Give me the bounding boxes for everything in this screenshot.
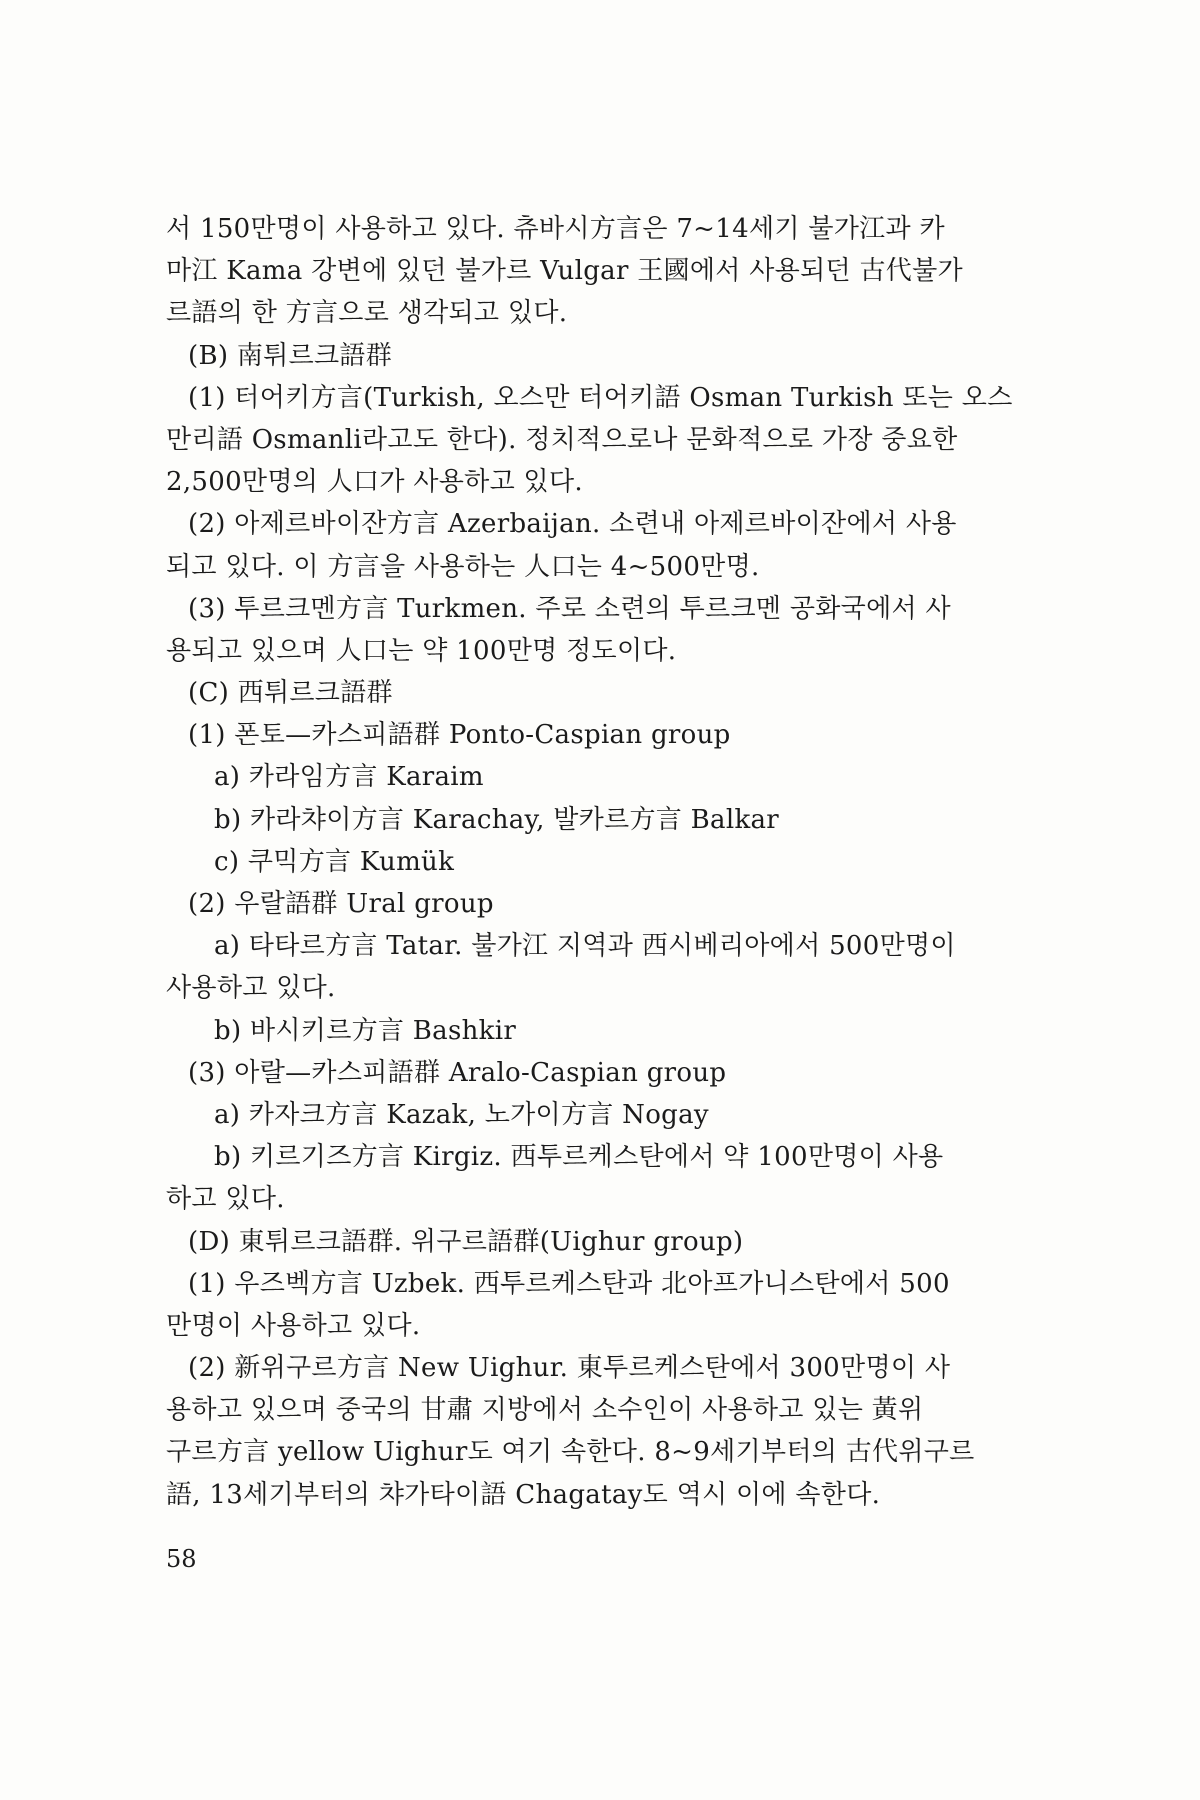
text-line: 사용하고 있다. [166,973,336,1004]
text-line: 르語의 한 方言으로 생각되고 있다. [166,298,568,329]
text-line: (2) 우랄語群 Ural group [188,889,494,919]
text-line: (3) 아랄—카스피語群 Aralo-Caspian group [188,1057,727,1088]
list-item: a) 카자크方言 Kazak, 노가이方言 Nogay [214,1099,709,1130]
section-heading-c: (C) 西튀르크語群 [188,678,393,709]
text-line: (1) 폰토—카스피語群 Ponto-Caspian group [188,720,731,751]
page-number: 58 [166,1545,197,1573]
list-item: b) 키르기즈方言 Kirgiz. 西투르케스탄에서 약 100만명이 사용 [214,1142,944,1173]
text-line: (3) 투르크멘方言 Turkmen. 주로 소련의 투르크멘 공화국에서 사 [188,593,951,624]
text-line: 용하고 있으며 중국의 甘肅 지방에서 소수인이 사용하고 있는 黃위 [166,1395,924,1426]
section-heading-d: (D) 東튀르크語群. 위구르語群(Uighur group) [188,1226,744,1257]
text-line: 되고 있다. 이 方言을 사용하는 人口는 4~500만명. [166,551,760,582]
text-line: 구르方言 yellow Uighur도 여기 속한다. 8~9세기부터의 古代위구르 [166,1437,975,1468]
text-line: 만명이 사용하고 있다. [166,1310,421,1341]
section-heading-b: (B) 南튀르크語群 [188,340,393,371]
text-line: (2) 新위구르方言 New Uighur. 東투르케스탄에서 300만명이 사 [188,1353,951,1384]
list-item: a) 타타르方言 Tatar. 불가江 지역과 西시베리아에서 500만명이 [214,931,956,962]
text-line: 마江 Kama 강변에 있던 불가르 Vulgar 王國에서 사용되던 古代불가 [166,256,963,287]
list-item: b) 바시키르方言 Bashkir [214,1015,517,1046]
text-line: 만리語 Osmanli라고도 한다). 정치적으로나 문화적으로 가장 중요한 [166,424,958,455]
text-line: (1) 우즈벡方言 Uzbek. 西투르케스탄과 北아프가니스탄에서 500 [188,1268,950,1299]
text-line: 語, 13세기부터의 챠가타이語 Chagatay도 역시 이에 속한다. [166,1479,881,1510]
text-line: (1) 터어키方言(Turkish, 오스만 터어키語 Osman Turkish 또는 오스 [188,382,1013,413]
list-item: c) 쿠믹方言 Kumük [214,846,455,877]
body-text [166,208,1013,1516]
text-line: 용되고 있으며 人口는 약 100만명 정도이다. [166,635,677,666]
text-line: 하고 있다. [166,1184,285,1215]
text-line: 서 150만명이 사용하고 있다. 츄바시方言은 7~14세기 불가江과 카 [166,214,945,244]
list-item: a) 카라임方言 Karaim [214,762,484,793]
text-line: 2,500만명의 人口가 사용하고 있다. [166,467,583,498]
text-line: (2) 아제르바이잔方言 Azerbaijan. 소련내 아제르바이잔에서 사용 [188,509,957,540]
list-item: b) 카라챠이方言 Karachay, 발카르方言 Balkar [214,804,780,835]
